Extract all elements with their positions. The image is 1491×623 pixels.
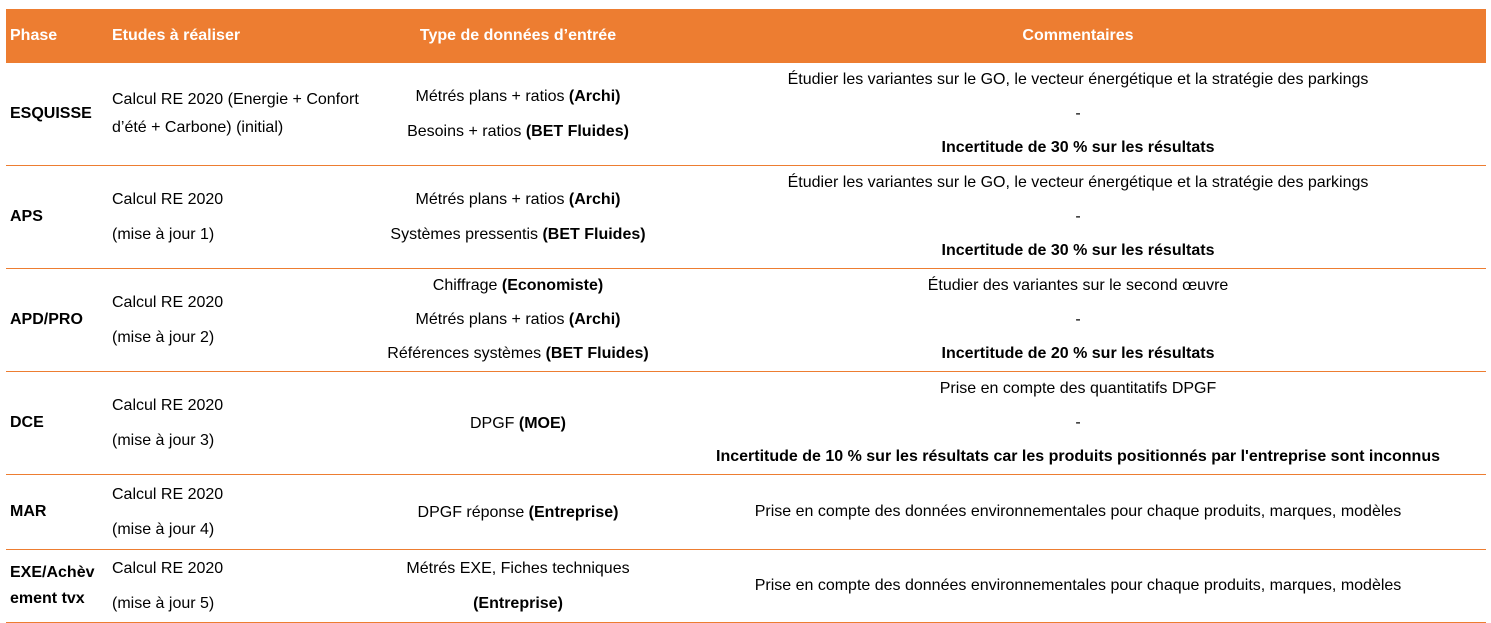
phase-cell: ESQUISSE — [6, 63, 108, 166]
header-phase: Phase — [6, 9, 108, 63]
table-row — [6, 63, 1486, 166]
type-line: Métrés plans + ratios (Archi) — [415, 88, 621, 105]
phase-cell: DCE — [6, 372, 108, 475]
type-cell — [366, 269, 670, 372]
comment-line: Prise en compte des données environnementales pour chaque produits, marques, modèles — [754, 577, 1402, 594]
table-row — [6, 550, 1486, 623]
comment-dash: - — [1075, 105, 1081, 122]
type-line: Systèmes pressentis (BET Fluides) — [390, 226, 646, 243]
comment-line: Prise en compte des données environnementales pour chaque produits, marques, modèles — [754, 503, 1402, 520]
etudes-cell: Calcul RE 2020 (mise à jour 3) — [108, 372, 366, 475]
comment-cell — [670, 550, 1486, 623]
comment-bold-line: Incertitude de 20 % sur les résultats — [941, 345, 1215, 362]
etudes-cell: Calcul RE 2020 (Energie + Confort d’été + Carbone) (initial) — [108, 63, 366, 166]
etudes-cell: Calcul RE 2020 (mise à jour 2) — [108, 269, 366, 372]
table-row — [6, 269, 1486, 372]
comment-cell — [670, 475, 1486, 550]
type-cell — [366, 550, 670, 623]
type-line: Métrés plans + ratios (Archi) — [415, 191, 621, 208]
type-line: Métrés EXE, Fiches techniques — [406, 560, 630, 577]
etudes-cell: Calcul RE 2020 (mise à jour 4) — [108, 475, 366, 550]
comment-bold-line: Incertitude de 10 % sur les résultats car les produits positionnés par l'entreprise sont inconnus — [716, 448, 1440, 465]
comment-cell — [670, 63, 1486, 166]
type-cell — [366, 63, 670, 166]
type-line: DPGF (MOE) — [470, 414, 566, 432]
table-row — [6, 166, 1486, 269]
type-line: (Entreprise) — [473, 595, 563, 612]
type-line: Métrés plans + ratios (Archi) — [415, 311, 621, 328]
phase-cell: EXE/Achèv ement tvx — [6, 550, 108, 623]
comment-bold-line: Incertitude de 30 % sur les résultats — [941, 242, 1215, 259]
type-line: DPGF réponse (Entreprise) — [417, 503, 619, 521]
header-row — [6, 9, 1486, 63]
type-cell — [366, 475, 670, 550]
type-line: Besoins + ratios (BET Fluides) — [407, 123, 629, 140]
type-cell — [366, 166, 670, 269]
header-etudes: Etudes à réaliser — [108, 9, 366, 63]
table-row — [6, 372, 1486, 475]
phase-cell: MAR — [6, 475, 108, 550]
phase-cell: APS — [6, 166, 108, 269]
comment-bold-line: Incertitude de 30 % sur les résultats — [941, 139, 1215, 156]
header-type: Type de données d’entrée — [366, 9, 670, 63]
table-row — [6, 475, 1486, 550]
type-line: Chiffrage (Economiste) — [432, 277, 604, 294]
comment-line: Étudier les variantes sur le GO, le vecteur énergétique et la stratégie des parkings — [787, 71, 1369, 88]
type-cell — [366, 372, 670, 475]
comment-dash: - — [1075, 414, 1081, 431]
etudes-cell: Calcul RE 2020 (mise à jour 5) — [108, 550, 366, 623]
comment-dash: - — [1075, 311, 1081, 328]
comment-line: Étudier des variantes sur le second œuvre — [927, 277, 1229, 294]
header-commentaires: Commentaires — [670, 9, 1486, 63]
comment-line: Prise en compte des quantitatifs DPGF — [939, 380, 1217, 397]
comment-cell — [670, 166, 1486, 269]
comment-dash: - — [1075, 208, 1081, 225]
type-line: Références systèmes (BET Fluides) — [387, 345, 649, 362]
comment-line: Étudier les variantes sur le GO, le vecteur énergétique et la stratégie des parkings — [787, 174, 1369, 191]
phase-cell: APD/PRO — [6, 269, 108, 372]
re2020-phases-table — [6, 9, 1486, 623]
etudes-cell: Calcul RE 2020 (mise à jour 1) — [108, 166, 366, 269]
comment-cell — [670, 269, 1486, 372]
comment-cell — [670, 372, 1486, 475]
